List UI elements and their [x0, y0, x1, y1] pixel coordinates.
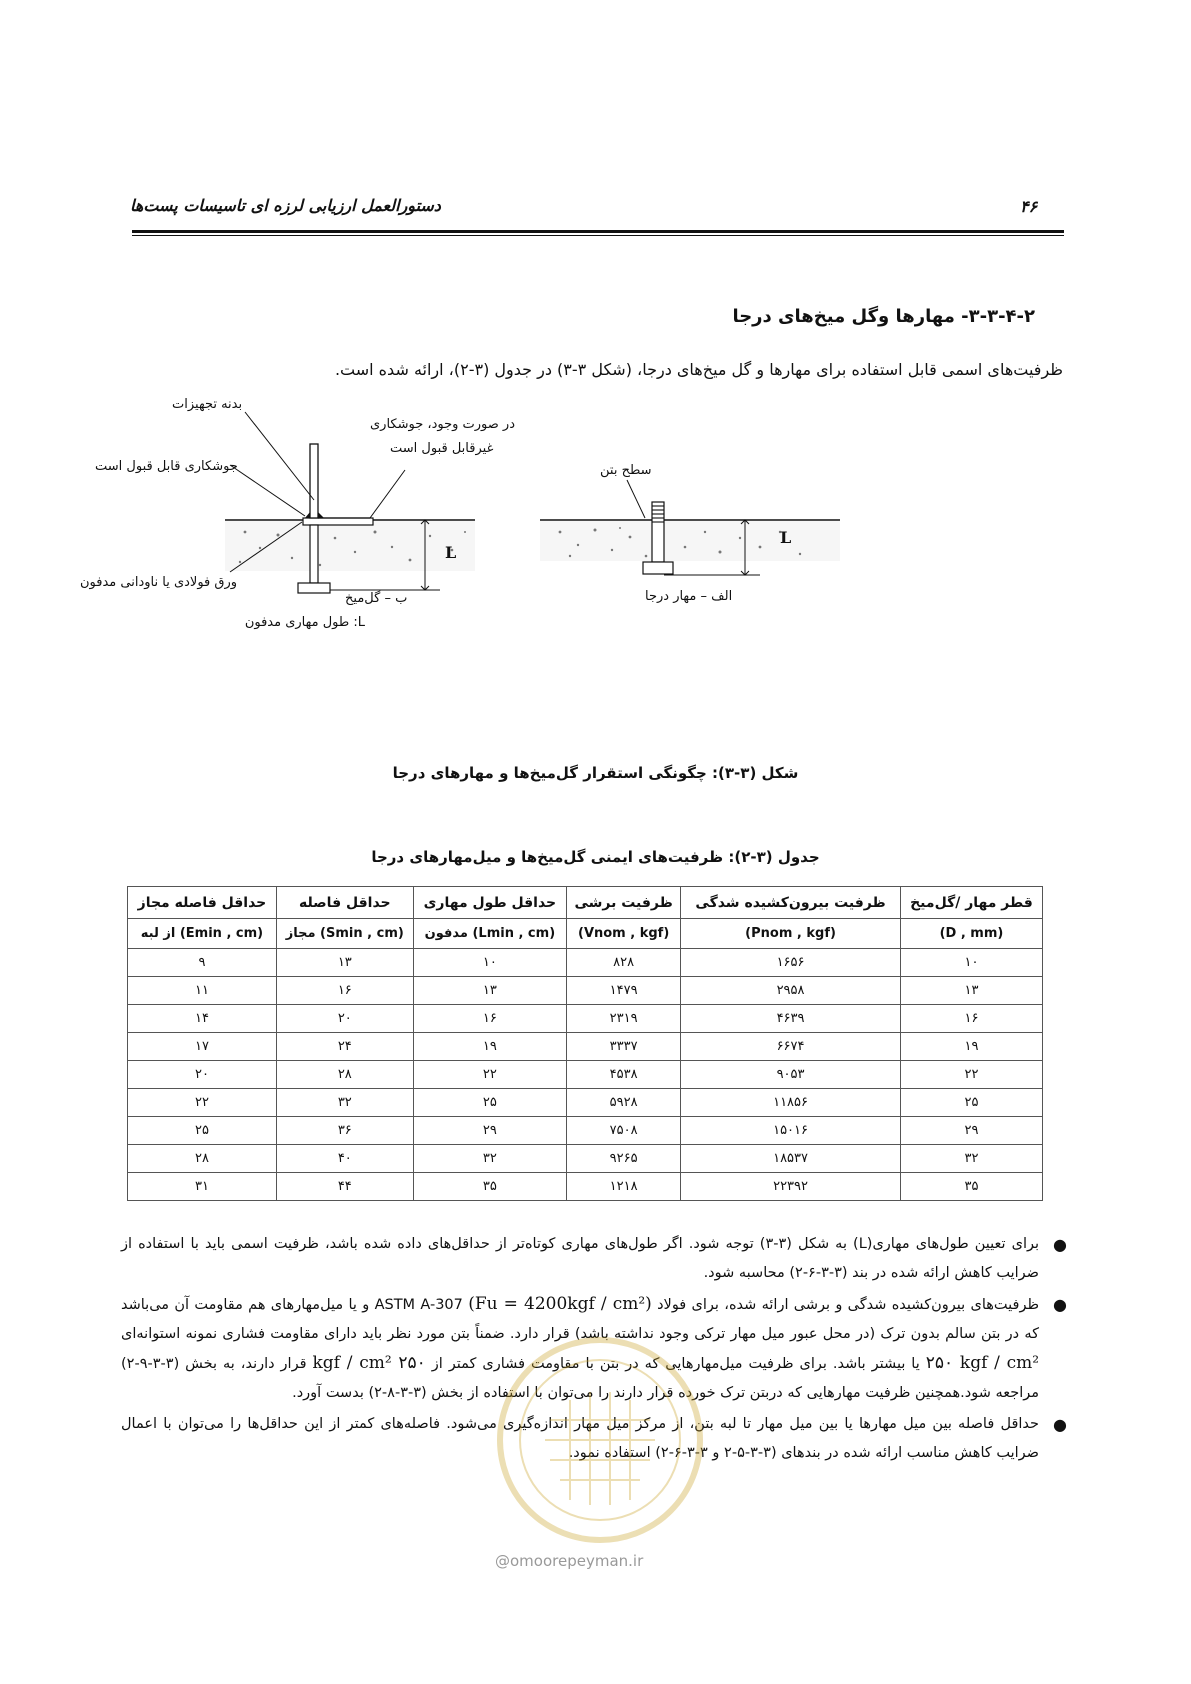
- table-cell: ۳۵: [413, 1173, 566, 1201]
- table-cell: ۱۰: [900, 949, 1042, 977]
- table-cell: ۱۹: [900, 1033, 1042, 1061]
- table-cell: ۲۲۳۹۲: [681, 1173, 901, 1201]
- intro-paragraph: ظرفیت‌های اسمی قابل استفاده برای مهارها و گل میخ‌های درجا، (شکل ۳-۳) در جدول (۳-۲)، ارائه شده است.: [334, 360, 1063, 379]
- note-text: حداقل فاصله بین میل مهارها یا بین میل مهار تا لبه بتن، از مرکز میل مهار اندازه‌گیری می‌شود. فاصله‌های کمتر از این حداقل‌ها را می‌توان با اعمال ضرایب کاهش مناسب ارائه شده در بندهای (۳-۳-۵-۲ و ۳-۳-۶-۲) استفاده نمود.: [121, 1416, 1039, 1461]
- table-cell: ۲۰: [128, 1061, 277, 1089]
- L-definition: L: طول مهاری مدفون: [244, 615, 365, 630]
- table-cell: ۹: [128, 949, 277, 977]
- header-shear-unit: (Vnom , kgf): [567, 919, 681, 949]
- table-cell: ۲۳۱۹: [567, 1005, 681, 1033]
- header-diameter-unit: (D , mm): [900, 919, 1042, 949]
- bullet-icon: ●: [1053, 1295, 1067, 1314]
- formula: kgf / cm² ۲۵۰: [312, 1353, 426, 1373]
- formula: ۲۵۰ kgf / cm²: [925, 1353, 1040, 1373]
- table-cell: ۳۳۳۷: [567, 1033, 681, 1061]
- table-cell: ۱۶۵۶: [681, 949, 901, 977]
- table-cell: ۱۰: [413, 949, 566, 977]
- table-cell: ۱۶: [413, 1005, 566, 1033]
- table-cell: ۱۶: [276, 977, 413, 1005]
- table-cell: ۱۳: [276, 949, 413, 977]
- table-cell: ۱۲۱۸: [567, 1173, 681, 1201]
- note-text: یا بیشتر باشد. برای ظرفیت میل‌مهارهایی که در بتن با مقاومت فشاری کمتر از: [431, 1356, 920, 1372]
- table-row: [128, 1033, 1043, 1061]
- header-diameter: قطر مهار /گل‌میخ: [900, 887, 1042, 919]
- header-min-edge-unit: (Emin , cm) از لبه: [128, 919, 277, 949]
- watermark-url: @omoorepeyman.ir: [495, 1552, 644, 1570]
- table-cell: ۴۰: [276, 1145, 413, 1173]
- section-heading: ۳-۳-۴-۲- مهارها وگل میخ‌های درجا: [732, 306, 1035, 327]
- bullet-icon: ●: [1053, 1235, 1067, 1254]
- table-cell: ۲۴: [276, 1033, 413, 1061]
- table-cell: ۲۸: [276, 1061, 413, 1089]
- table-cell: ۲۲: [413, 1061, 566, 1089]
- table-cell: ۱۳: [900, 977, 1042, 1005]
- table-cell: ۱۱: [128, 977, 277, 1005]
- table-cell: ۳۲: [413, 1145, 566, 1173]
- table-cell: ۲۲: [128, 1089, 277, 1117]
- table-cell: ۳۲: [900, 1145, 1042, 1173]
- header-pullout: ظرفیت بیرون‌کشیده شدگی: [681, 887, 901, 919]
- table-cell: ۱۵۰۱۶: [681, 1117, 901, 1145]
- table-cell: ۱۱۸۵۶: [681, 1089, 901, 1117]
- note-text: ظرفیت‌های بیرون‌کشیده شدگی و برشی ارائه شده، برای فولاد ASTM A-307: [374, 1297, 1040, 1313]
- note-text: و یا میل‌مهارهای هم مقاومت آن می‌باشد که در بتن سالم بدون ترک (در محل عبور میل مهار ترکی وجود نداشته باشد) قرار دارد. ضمناً بتن مورد نظر باید دارای مقاومت فشاری نمونه استوانه‌ای: [121, 1297, 1039, 1342]
- header-pullout-unit: (Pnom , kgf): [681, 919, 901, 949]
- embedded-plate-label: ورق فولادی یا ناودانی مدفون: [80, 575, 238, 590]
- table-row: [128, 1173, 1043, 1201]
- stud-diagram: [80, 397, 515, 630]
- anchor-caption: الف – مهار درجا: [645, 589, 733, 604]
- table-cell: ۳۲: [276, 1089, 413, 1117]
- table-cell: ۱۶: [900, 1005, 1042, 1033]
- table-row: [128, 1005, 1043, 1033]
- table-cell: ۲۸: [128, 1145, 277, 1173]
- running-title: دستورالعمل ارزیابی لرزه ای تاسیسات پست‌ها: [130, 196, 441, 215]
- page-number: ۴۶: [1020, 197, 1038, 216]
- table-cell: ۵۹۲۸: [567, 1089, 681, 1117]
- table-title: جدول (۳-۲): ظرفیت‌های ایمنی گل‌میخ‌ها و میل‌مهارهای درجا: [371, 848, 820, 866]
- table-row: [128, 949, 1043, 977]
- figure-caption: شکل (۳-۳): چگونگی استقرار گل‌میخ‌ها و مهارهای درجا: [392, 764, 799, 782]
- concrete-surface-label: سطح بتن: [600, 463, 652, 478]
- table-row: [128, 1089, 1043, 1117]
- watermark-seal-icon: [490, 1330, 710, 1550]
- table-cell: ۹۲۶۵: [567, 1145, 681, 1173]
- table-cell: ۴۴: [276, 1173, 413, 1201]
- header-min-edge: حداقل فاصله مجاز: [128, 887, 277, 919]
- bullet-icon: ●: [1053, 1415, 1067, 1434]
- table-header-row: [128, 887, 1043, 919]
- header-rule-thin: [132, 235, 1064, 236]
- table-cell: ۶۶۷۴: [681, 1033, 901, 1061]
- table-header-units-row: [128, 919, 1043, 949]
- stud-L-symbol: L: [445, 543, 457, 562]
- table-row: [128, 1117, 1043, 1145]
- header-rule: [132, 230, 1064, 233]
- table-cell: ۲۵: [128, 1117, 277, 1145]
- acceptable-weld-label: جوشکاری قابل قبول است: [95, 459, 238, 474]
- table-row: [128, 1061, 1043, 1089]
- table-cell: ۲۹: [413, 1117, 566, 1145]
- table-cell: ۴۶۳۹: [681, 1005, 901, 1033]
- equipment-body-label: بدنه تجهیزات: [172, 397, 243, 412]
- table-cell: ۱۹: [413, 1033, 566, 1061]
- note-text: برای تعیین طول‌های مهاری(L) به شکل (۳-۳) توجه شود. اگر طول‌های مهاری کوتاه‌تر از حداقل‌های داده شده باشد، ظرفیت اسمی باید با استفاده از ضرایب کاهش ارائه شده در بند (۳-۳-۶-۲) محاسبه شود.: [121, 1236, 1040, 1281]
- header-min-length: حداقل طول مهاری: [413, 887, 566, 919]
- stud-caption: ب – گل‌میخ: [345, 591, 408, 606]
- table-cell: ۲۰: [276, 1005, 413, 1033]
- table-cell: ۲۵: [900, 1089, 1042, 1117]
- note-item: [121, 1230, 1071, 1288]
- table-cell: ۱۸۵۳۷: [681, 1145, 901, 1173]
- table-cell: ۳۱: [128, 1173, 277, 1201]
- table-row: [128, 977, 1043, 1005]
- formula: (Fu = 4200kgf / cm²): [468, 1294, 652, 1314]
- table-cell: ۲۹: [900, 1117, 1042, 1145]
- capacity-table: [127, 886, 1043, 1201]
- table-cell: ۹۰۵۳: [681, 1061, 901, 1089]
- anchor-L-symbol: L: [780, 528, 792, 547]
- table-cell: ۱۴۷۹: [567, 977, 681, 1005]
- table-cell: ۲۵: [413, 1089, 566, 1117]
- table-cell: ۱۴: [128, 1005, 277, 1033]
- header-min-spacing: حداقل فاصله: [276, 887, 413, 919]
- anchor-figure: [80, 397, 1080, 710]
- table-cell: ۱۷: [128, 1033, 277, 1061]
- table-cell: ۴۵۳۸: [567, 1061, 681, 1089]
- header-shear: ظرفیت برشی: [567, 887, 681, 919]
- note-text: قرار دارند، به بخش (۳-۳-۹-۲) مراجعه شود.همچنین ظرفیت مهارهایی که دربتن ترک خورده قرار دارند را می‌توان با استفاده از بخش (۳-۳-۸-۲) بدست آورد.: [121, 1356, 1039, 1401]
- header-min-spacing-unit: (Smin , cm) مجاز: [276, 919, 413, 949]
- table-cell: ۲۹۵۸: [681, 977, 901, 1005]
- table-cell: ۱۳: [413, 977, 566, 1005]
- table-row: [128, 1145, 1043, 1173]
- table-cell: ۳۵: [900, 1173, 1042, 1201]
- conditional-weld-label-2: غیرقابل قبول است: [390, 441, 494, 456]
- header-min-length-unit: (Lmin , cm) مدفون: [413, 919, 566, 949]
- table-cell: ۳۶: [276, 1117, 413, 1145]
- conditional-weld-label-1: در صورت وجود، جوشکاری: [370, 417, 515, 432]
- table-cell: ۲۲: [900, 1061, 1042, 1089]
- table-cell: ۸۲۸: [567, 949, 681, 977]
- anchor-diagram: [540, 463, 840, 604]
- table-cell: ۷۵۰۸: [567, 1117, 681, 1145]
